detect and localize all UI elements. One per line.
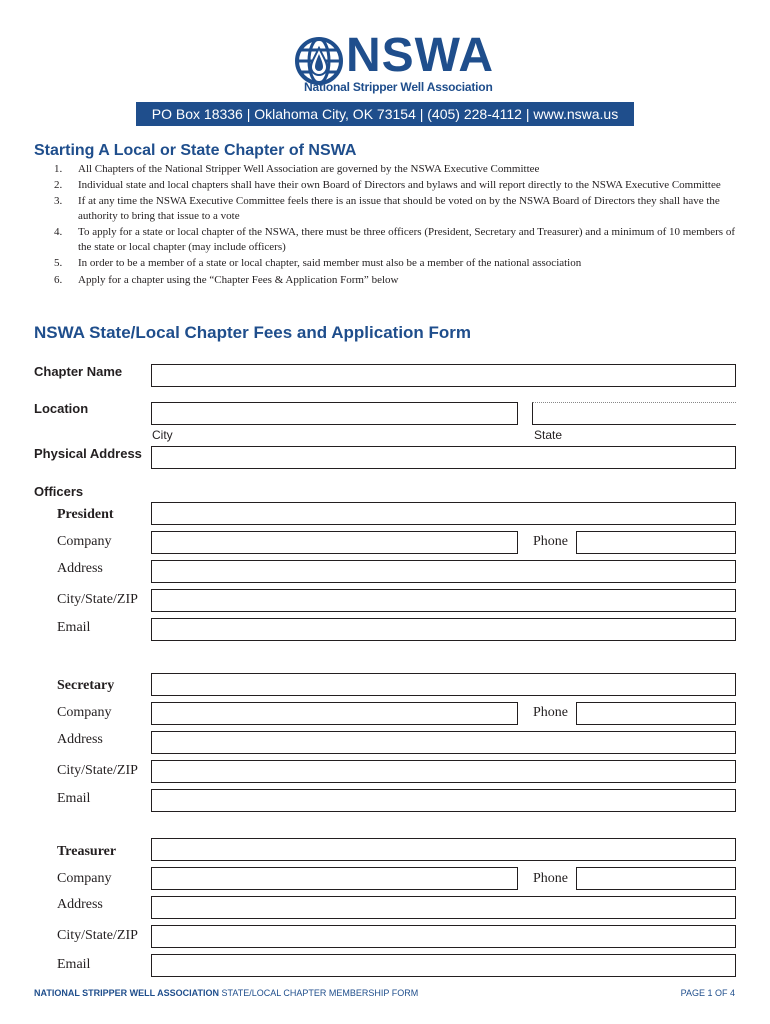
- logo-wordmark: NSWA: [346, 29, 494, 82]
- treasurer-address-field[interactable]: [151, 896, 736, 919]
- secretary-city-state-zip-field[interactable]: [151, 760, 736, 783]
- secretary-company-field[interactable]: [151, 702, 518, 725]
- footer-form-title: STATE/LOCAL CHAPTER MEMBERSHIP FORM: [221, 988, 419, 998]
- rule-item: 5. In order to be a member of a state or local chapter, said member must also be a member of the national association: [54, 257, 582, 269]
- treasurer-address-label: Address: [57, 897, 103, 912]
- contact-band: PO Box 18336 | Oklahoma City, OK 73154 | (405) 228-4112 | www.nswa.us: [136, 102, 634, 126]
- rule-item: 2. Individual state and local chapters shall have their own Board of Directors and bylaws and will report directly to the NSWA Executive Committee: [54, 179, 721, 191]
- president-address-label: Address: [57, 561, 103, 576]
- treasurer-email-label: Email: [57, 957, 91, 972]
- chapter-name-label: Chapter Name: [34, 364, 123, 379]
- form-title: NSWA State/Local Chapter Fees and Application Form: [34, 323, 472, 342]
- treasurer-name-field[interactable]: [151, 838, 736, 861]
- intro-title: Starting A Local or State Chapter of NSWA: [34, 142, 357, 159]
- secretary-email-label: Email: [57, 791, 91, 806]
- president-address-field[interactable]: [151, 560, 736, 583]
- state-field[interactable]: [532, 402, 736, 425]
- treasurer-label: Treasurer: [57, 844, 117, 859]
- president-email-label: Email: [57, 620, 91, 635]
- globe-drop-icon: [294, 36, 344, 86]
- city-caption: City: [152, 428, 173, 442]
- president-company-label: Company: [57, 534, 112, 549]
- treasurer-city-state-zip-label: City/State/ZIP: [57, 928, 138, 943]
- chapter-name-field[interactable]: [151, 364, 736, 387]
- secretary-name-field[interactable]: [151, 673, 736, 696]
- secretary-phone-label: Phone: [533, 705, 568, 720]
- treasurer-phone-label: Phone: [533, 871, 568, 886]
- secretary-city-state-zip-label: City/State/ZIP: [57, 763, 138, 778]
- treasurer-email-field[interactable]: [151, 954, 736, 977]
- footer-form-name: [34, 988, 418, 998]
- physical-address-field[interactable]: [151, 446, 736, 469]
- city-field[interactable]: [151, 402, 518, 425]
- treasurer-phone-field[interactable]: [576, 867, 736, 890]
- president-company-field[interactable]: [151, 531, 518, 554]
- rules-list: [54, 162, 744, 289]
- state-caption: State: [534, 428, 563, 442]
- footer-page-number: PAGE 1 OF 4: [680, 988, 735, 998]
- president-city-state-zip-field[interactable]: [151, 589, 736, 612]
- secretary-company-label: Company: [57, 705, 112, 720]
- footer-org: NATIONAL STRIPPER WELL ASSOCIATION: [34, 988, 220, 998]
- secretary-phone-field[interactable]: [576, 702, 736, 725]
- president-label: President: [57, 507, 114, 522]
- president-city-state-zip-label: City/State/ZIP: [57, 592, 138, 607]
- president-email-field[interactable]: [151, 618, 736, 641]
- president-phone-label: Phone: [533, 534, 568, 549]
- physical-address-label: Physical Address: [34, 446, 142, 461]
- secretary-email-field[interactable]: [151, 789, 736, 812]
- logo-subtitle: National Stripper Well Association: [304, 80, 493, 94]
- nswa-logo: [294, 29, 494, 98]
- president-name-field[interactable]: [151, 502, 736, 525]
- treasurer-city-state-zip-field[interactable]: [151, 925, 736, 948]
- secretary-address-field[interactable]: [151, 731, 736, 754]
- location-label: Location: [34, 401, 89, 416]
- rule-item: 1. All Chapters of the National Stripper Well Association are governed by the NSWA Executive Committee: [54, 163, 540, 175]
- officers-label: Officers: [34, 484, 84, 499]
- secretary-address-label: Address: [57, 732, 103, 747]
- president-phone-field[interactable]: [576, 531, 736, 554]
- rule-item: 4. To apply for a state or local chapter of the NSWA, there must be three officers (President, Secretary and Treasurer) and a minimum of 10 members of the state or local chapter (may include officers): [54, 226, 735, 253]
- secretary-label: Secretary: [57, 678, 115, 693]
- treasurer-company-label: Company: [57, 871, 112, 886]
- treasurer-company-field[interactable]: [151, 867, 518, 890]
- rule-item: 6. Apply for a chapter using the “Chapter Fees & Application Form” below: [54, 274, 399, 286]
- rule-item: 3. If at any time the NSWA Executive Committee feels there is an issue that should be voted on by the NSWA Board of Directors they shall have the authority to bring that issue to a vote: [54, 195, 720, 222]
